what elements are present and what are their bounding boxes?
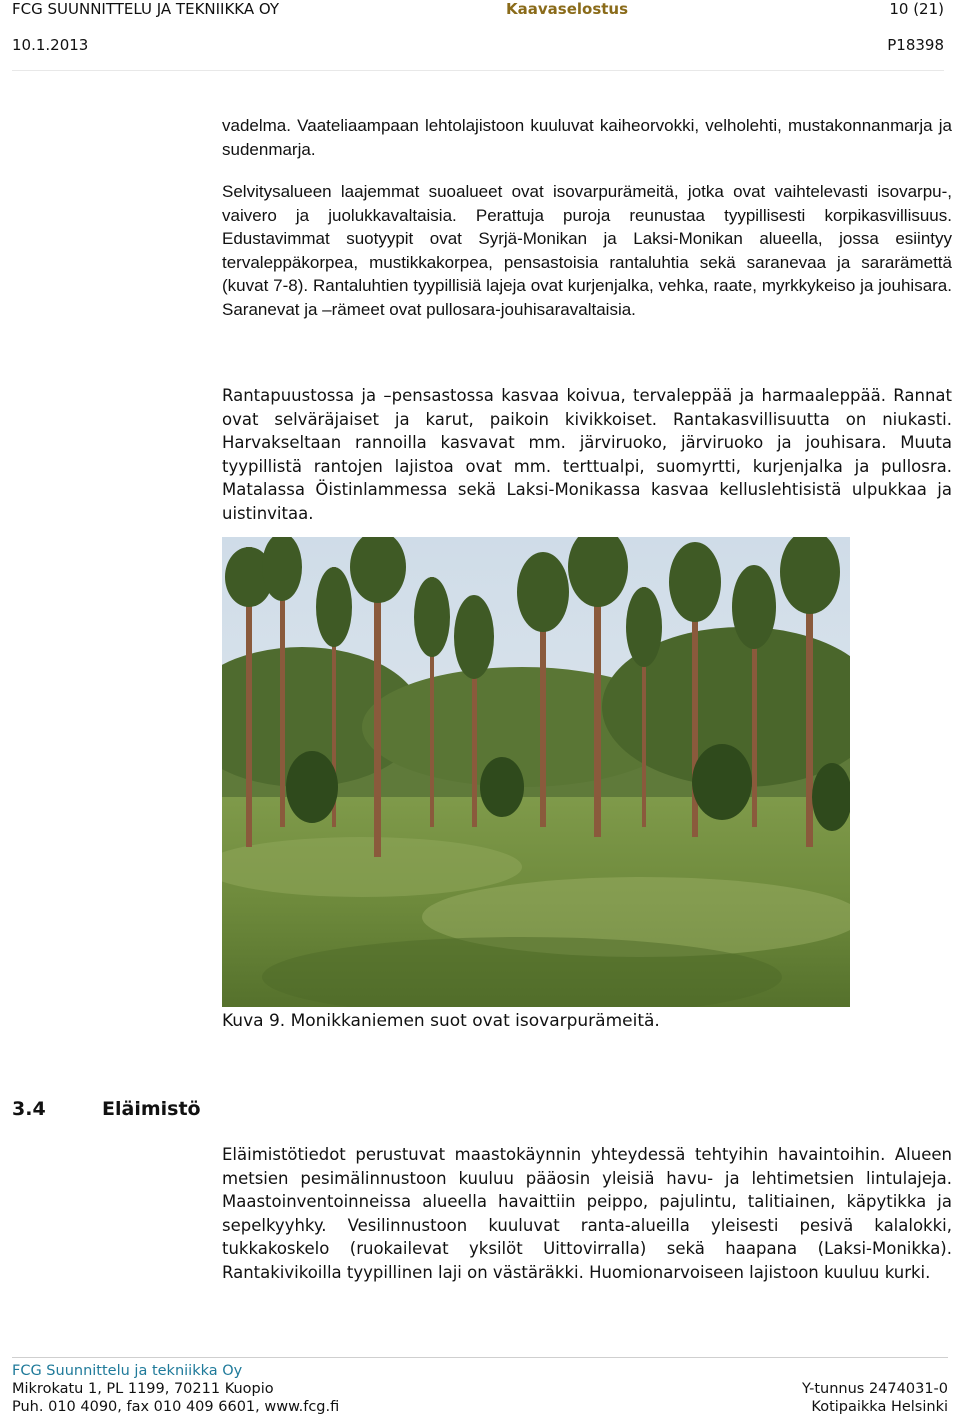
footer-contact: Puh. 010 4090, fax 010 409 6601, www.fcg.fi	[12, 1399, 340, 1415]
footer-business-id: Y-tunnus 2474031-0	[801, 1381, 948, 1397]
figure-forest-photo	[222, 537, 850, 1007]
paragraph-3: Rantapuustossa ja –pensastossa kasvaa koivua, tervaleppää ja harmaaleppää. Rannat ovat selväräjaiset ja karut, paikoin kivikkoiset. Rantakasvillisuutta on niukasti. Harvakseltaan rannoilla kasvavat mm. järviruoko, järviruoko ja jouhisara. Muuta tyypillistä rantojen lajistoa ovat mm. terttualpi, suomyrtti, kurjenjalka ja pullosra. Matalassa Öistinlammessa sekä Laksi-Monikassa kasvaa kelluslehtisistä ulpukkaa ja uistinvitaa.	[222, 386, 952, 523]
header-doc-type: Kaavaselostus	[506, 0, 629, 18]
figure-caption: Kuva 9. Monikkaniemen suot ovat isovarpurämeitä.	[222, 1011, 660, 1031]
paragraph-2: Selvitysalueen laajemmat suoalueet ovat isovarpurämeitä, jotka ovat vaihtelevasti isovarpu-, vaivero ja juolukkavaltaisia. Perattuja puroja reunustaa tyypillisesti korpikasvillisuus. Edustavimmat suotyypit ovat Syrjä-Monikan ja Laksi-Monikan alueella, jossa esiintyy tervaleppäkorpea, mustikkakorpea, pensastoisia rantaluhtia sekä saranevaa ja sararämettä (kuvat 7-8). Rantaluhtien tyypillisiä lajeja ovat kurjenjalka, vehka, raate, myrkkykeiso ja jouhisara. Saranevat ja –rämeet ovat pullosara-jouhisaravaltaisia.	[222, 182, 952, 319]
footer-domicile: Kotipaikka Helsinki	[811, 1399, 948, 1415]
header-company: FCG SUUNNITTELU JA TEKNIIKKA OY	[12, 0, 280, 18]
section-paragraph: Eläimistötiedot perustuvat maastokäynnin yhteydessä tehtyihin havaintoihin. Alueen metsien pesimälinnustoon kuuluu pääosin yleisiä havu- ja lehtimetsien lintulajeja. Maastoinventoinneissa alueella havaittiin peippo, pajulintu, talitiainen, käpytikka ja sepelkyyhky. Vesilinnustoon kuuluvat ranta-alueilla yleisesti pesivä kalalokki, tukkakoskelo (ruokailevat yksilöt Uittovirralla) sekä haapana (Laksi-Monikka). Rantakivikoilla tyypillinen laji on västäräkki. Huomionarvoiseen lajistoon kuuluu kurki.	[222, 1145, 952, 1282]
header-date: 10.1.2013	[12, 36, 89, 54]
paragraph-1: vadelma. Vaateliaampaan lehtolajistoon kuuluvat kaiheorvokki, velholehti, mustakonnanmarja ja sudenmarja.	[222, 116, 952, 159]
header-divider	[12, 70, 944, 71]
footer-divider	[12, 1357, 948, 1358]
bog-forest-image	[222, 537, 850, 1007]
footer-company: FCG Suunnittelu ja tekniikka Oy	[12, 1363, 243, 1379]
header-project-number: P18398	[887, 36, 944, 54]
footer-address: Mikrokatu 1, PL 1199, 70211 Kuopio	[12, 1381, 274, 1397]
header-page-number: 10 (21)	[889, 0, 944, 18]
section-title: Eläimistö	[102, 1098, 201, 1120]
section-number: 3.4	[12, 1098, 46, 1120]
